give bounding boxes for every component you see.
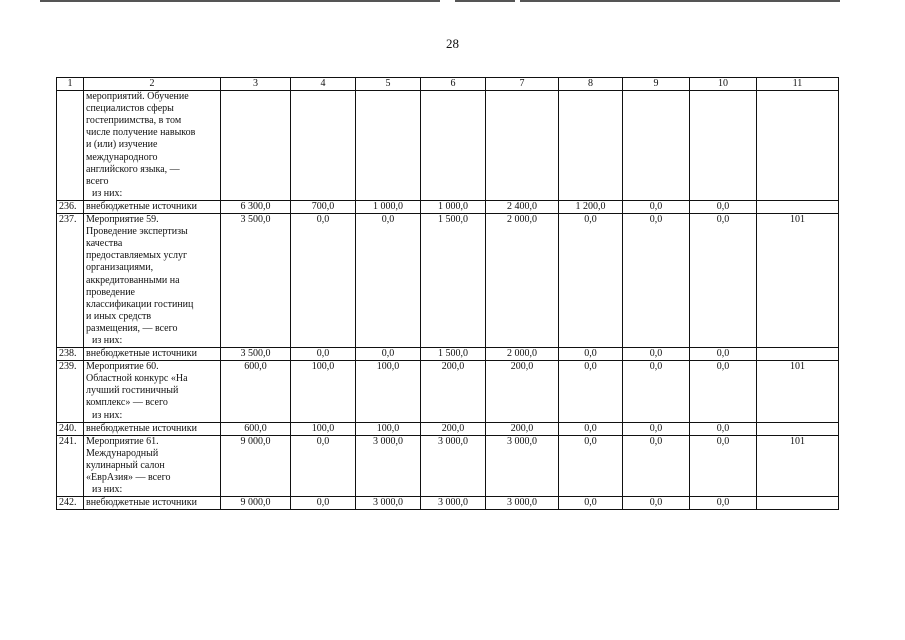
- column-header: 6: [421, 78, 486, 91]
- row-description: [84, 422, 221, 435]
- value-cell-col-8: 0,0: [559, 214, 623, 348]
- description-line: внебюджетные источники: [86, 348, 197, 360]
- value-cell-col-5: 3 000,0: [356, 435, 421, 496]
- value-cell-col-11: 101: [757, 361, 839, 422]
- description-line: качества: [86, 238, 123, 250]
- value-cell-col-8: [559, 91, 623, 201]
- value-cell-col-11: [757, 422, 839, 435]
- row-description: [84, 497, 221, 510]
- table-row: [57, 214, 839, 348]
- table-row: [57, 422, 839, 435]
- description-line: внебюджетные источники: [86, 422, 197, 434]
- value-cell-col-10: 0,0: [690, 200, 757, 213]
- value-cell-col-3: 9 000,0: [221, 497, 291, 510]
- description-line: организациями,: [86, 262, 154, 274]
- value-cell-col-10: 0,0: [690, 497, 757, 510]
- value-cell-col-11: 101: [757, 435, 839, 496]
- row-number: [57, 91, 84, 201]
- row-number: 239.: [57, 361, 84, 422]
- value-cell-col-5: 100,0: [356, 361, 421, 422]
- value-cell-col-6: 1 500,0: [421, 214, 486, 348]
- value-cell-col-11: [757, 348, 839, 361]
- description-line: и иных средств: [86, 310, 152, 322]
- description-line: числе получение навыков: [86, 127, 196, 139]
- value-cell-col-11: [757, 497, 839, 510]
- value-cell-col-8: 0,0: [559, 435, 623, 496]
- table-row: [57, 497, 839, 510]
- description-line: английского языка, —: [86, 163, 180, 175]
- value-cell-col-3: 3 500,0: [221, 214, 291, 348]
- value-cell-col-4: 0,0: [291, 214, 356, 348]
- top-scan-rule-left: [40, 0, 440, 2]
- row-description: [84, 91, 221, 201]
- table-row: [57, 91, 839, 201]
- value-cell-col-9: 0,0: [623, 214, 690, 348]
- value-cell-col-6: 3 000,0: [421, 497, 486, 510]
- value-cell-col-6: 1 000,0: [421, 200, 486, 213]
- value-cell-col-6: 200,0: [421, 361, 486, 422]
- budget-table: [56, 77, 839, 510]
- row-number: 237.: [57, 214, 84, 348]
- row-description: [84, 348, 221, 361]
- value-cell-col-5: 0,0: [356, 348, 421, 361]
- value-cell-col-9: 0,0: [623, 348, 690, 361]
- description-line: «ЕврАзия» — всего: [86, 472, 171, 483]
- value-cell-col-9: 0,0: [623, 435, 690, 496]
- column-header: 2: [84, 78, 221, 91]
- value-cell-col-7: [486, 91, 559, 201]
- description-line: аккредитованными на: [86, 274, 180, 286]
- header-row: [57, 78, 839, 91]
- value-cell-col-9: [623, 91, 690, 201]
- column-header: 9: [623, 78, 690, 91]
- value-cell-col-8: 0,0: [559, 422, 623, 435]
- description-line: из них:: [92, 334, 123, 346]
- value-cell-col-7: 3 000,0: [486, 435, 559, 496]
- value-cell-col-7: 2 000,0: [486, 348, 559, 361]
- row-number: 236.: [57, 200, 84, 213]
- description-line: проведение: [86, 286, 135, 298]
- value-cell-col-8: 0,0: [559, 361, 623, 422]
- column-header: 5: [356, 78, 421, 91]
- value-cell-col-3: [221, 91, 291, 201]
- value-cell-col-4: 700,0: [291, 200, 356, 213]
- value-cell-col-10: 0,0: [690, 422, 757, 435]
- top-scan-rule-right: [520, 0, 840, 2]
- value-cell-col-5: 1 000,0: [356, 200, 421, 213]
- row-description: [84, 361, 221, 422]
- value-cell-col-3: 9 000,0: [221, 435, 291, 496]
- description-line: Мероприятие 61.: [86, 435, 159, 447]
- value-cell-col-10: [690, 91, 757, 201]
- row-description: [84, 435, 221, 496]
- column-header: 8: [559, 78, 623, 91]
- row-description: [84, 200, 221, 213]
- value-cell-col-5: 100,0: [356, 422, 421, 435]
- description-line: комплекс» — всего: [86, 397, 168, 409]
- value-cell-col-11: 101: [757, 214, 839, 348]
- top-scan-rule-middle: [455, 0, 515, 2]
- description-line: Мероприятие 59.: [86, 214, 159, 226]
- value-cell-col-3: 6 300,0: [221, 200, 291, 213]
- column-header: 7: [486, 78, 559, 91]
- row-number: 242.: [57, 497, 84, 510]
- row-description: [84, 214, 221, 348]
- value-cell-col-4: 100,0: [291, 422, 356, 435]
- row-number: 241.: [57, 435, 84, 496]
- description-line: Областной конкурс «На: [86, 373, 188, 385]
- value-cell-col-10: 0,0: [690, 348, 757, 361]
- value-cell-col-10: 0,0: [690, 214, 757, 348]
- description-line: внебюджетные источники: [86, 497, 197, 509]
- value-cell-col-11: [757, 200, 839, 213]
- table-row: [57, 200, 839, 213]
- value-cell-col-6: 1 500,0: [421, 348, 486, 361]
- description-line: всего: [86, 175, 109, 187]
- column-header: 3: [221, 78, 291, 91]
- description-line: международного: [86, 151, 158, 163]
- value-cell-col-4: 0,0: [291, 348, 356, 361]
- row-number: 238.: [57, 348, 84, 361]
- column-header: 4: [291, 78, 356, 91]
- description-line: из них:: [92, 187, 123, 199]
- description-line: Проведение экспертизы: [86, 226, 188, 238]
- value-cell-col-7: 3 000,0: [486, 497, 559, 510]
- value-cell-col-3: 3 500,0: [221, 348, 291, 361]
- value-cell-col-6: 200,0: [421, 422, 486, 435]
- value-cell-col-7: 2 400,0: [486, 200, 559, 213]
- value-cell-col-7: 200,0: [486, 361, 559, 422]
- value-cell-col-9: 0,0: [623, 200, 690, 213]
- description-line: из них:: [92, 484, 123, 496]
- value-cell-col-3: 600,0: [221, 361, 291, 422]
- value-cell-col-9: 0,0: [623, 422, 690, 435]
- description-line: Мероприятие 60.: [86, 361, 159, 373]
- description-line: и (или) изучение: [86, 139, 158, 151]
- page-number: 28: [446, 36, 459, 51]
- description-line: внебюджетные источники: [86, 200, 197, 212]
- value-cell-col-6: 3 000,0: [421, 435, 486, 496]
- column-header: 11: [757, 78, 839, 91]
- value-cell-col-10: 0,0: [690, 361, 757, 422]
- description-line: классификации гостиниц: [86, 298, 194, 310]
- value-cell-col-5: [356, 91, 421, 201]
- value-cell-col-5: 3 000,0: [356, 497, 421, 510]
- value-cell-col-3: 600,0: [221, 422, 291, 435]
- value-cell-col-7: 2 000,0: [486, 214, 559, 348]
- description-line: Международный: [86, 447, 159, 459]
- value-cell-col-4: 100,0: [291, 361, 356, 422]
- value-cell-col-4: 0,0: [291, 497, 356, 510]
- value-cell-col-7: 200,0: [486, 422, 559, 435]
- value-cell-col-6: [421, 91, 486, 201]
- value-cell-col-8: 1 200,0: [559, 200, 623, 213]
- column-header: 1: [57, 78, 84, 91]
- table-row: [57, 435, 839, 496]
- value-cell-col-4: 0,0: [291, 435, 356, 496]
- value-cell-col-9: 0,0: [623, 497, 690, 510]
- description-line: специалистов сферы: [86, 103, 174, 115]
- table-row: [57, 361, 839, 422]
- value-cell-col-4: [291, 91, 356, 201]
- value-cell-col-10: 0,0: [690, 435, 757, 496]
- value-cell-col-8: 0,0: [559, 497, 623, 510]
- description-line: мероприятий. Обучение: [86, 91, 189, 103]
- column-header: 10: [690, 78, 757, 91]
- value-cell-col-5: 0,0: [356, 214, 421, 348]
- table-body: [57, 78, 839, 510]
- description-line: размещения, — всего: [86, 322, 178, 334]
- value-cell-col-9: 0,0: [623, 361, 690, 422]
- description-line: из них:: [92, 409, 123, 421]
- value-cell-col-8: 0,0: [559, 348, 623, 361]
- table-row: [57, 348, 839, 361]
- description-line: предоставляемых услуг: [86, 250, 188, 262]
- value-cell-col-11: [757, 91, 839, 201]
- description-line: кулинарный салон: [86, 459, 165, 471]
- row-number: 240.: [57, 422, 84, 435]
- description-line: гостеприимства, в том: [86, 115, 182, 127]
- description-line: лучший гостиничный: [86, 385, 179, 397]
